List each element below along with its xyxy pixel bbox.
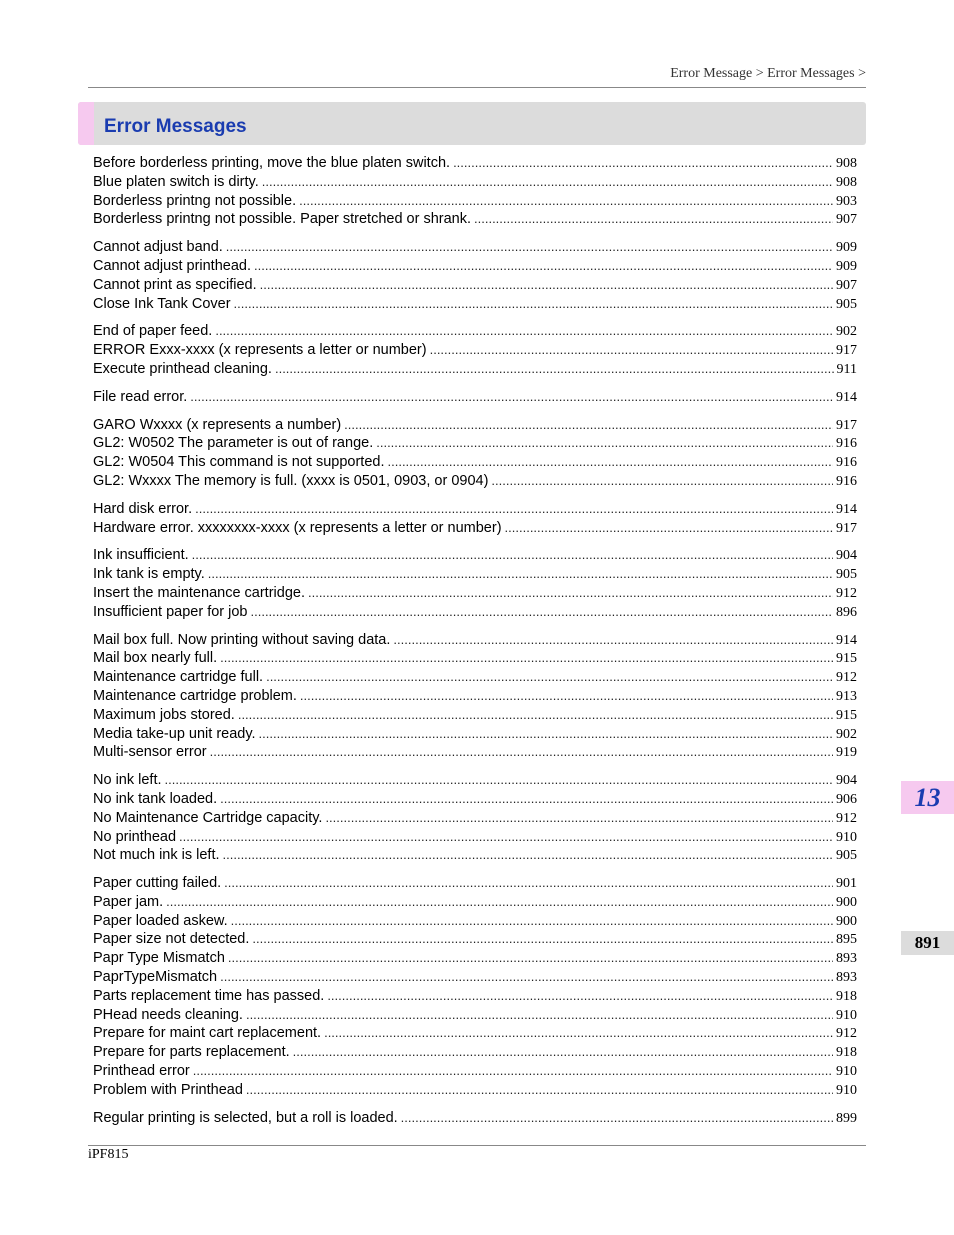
dot-leader <box>223 846 833 865</box>
breadcrumb: Error Message > Error Messages > <box>670 66 866 81</box>
index-group <box>93 1109 857 1128</box>
entry-label: Multi-sensor error <box>93 744 207 761</box>
index-entry[interactable] <box>93 1109 857 1128</box>
entry-page: 904 <box>836 548 857 564</box>
entry-label: Borderless printng not possible. <box>93 192 297 209</box>
entry-page: 918 <box>836 988 857 1004</box>
dot-leader <box>190 388 833 407</box>
index-entry[interactable] <box>93 687 857 706</box>
entry-label: Printhead error <box>93 1063 190 1080</box>
entry-page: 900 <box>836 894 857 910</box>
entry-page: 905 <box>836 567 857 583</box>
entry-page: 910 <box>836 829 857 845</box>
entry-label: Parts replacement time has passed. <box>93 987 325 1004</box>
dot-leader <box>246 1081 833 1100</box>
index-entry[interactable] <box>93 1062 857 1081</box>
entry-label: Close Ink Tank Cover <box>93 295 231 312</box>
index-entry[interactable] <box>93 341 857 360</box>
entry-label: Mail box nearly full. <box>93 650 218 667</box>
dot-leader <box>299 192 833 211</box>
chapter-tab: 13 <box>901 781 954 814</box>
entry-label: ERROR Exxx-xxxx (x represents a letter or number) <box>93 342 427 359</box>
index-entry[interactable] <box>93 631 857 650</box>
dot-leader <box>505 519 833 538</box>
entry-label: PaprTypeMismatch <box>93 969 218 986</box>
index-entry[interactable] <box>93 949 857 968</box>
title-accent <box>78 102 94 145</box>
entry-label: Prepare for parts replacement. <box>93 1044 290 1061</box>
entry-label: GL2: W0502 The parameter is out of range. <box>93 435 374 452</box>
entry-label: No ink tank loaded. <box>93 790 218 807</box>
index-entry[interactable] <box>93 500 857 519</box>
dot-leader <box>275 360 834 379</box>
entry-page: 915 <box>836 707 857 723</box>
footer-model: iPF815 <box>88 1147 129 1162</box>
dot-leader <box>260 276 833 295</box>
index-group <box>93 238 857 313</box>
entry-page: 915 <box>836 651 857 667</box>
entry-page: 910 <box>836 1082 857 1098</box>
entry-page: 901 <box>836 876 857 892</box>
entry-label: Hardware error. xxxxxxxx-xxxx (x represents a letter or number) <box>93 519 502 536</box>
entry-label: Maximum jobs stored. <box>93 706 235 723</box>
entry-page: 909 <box>836 240 857 256</box>
entry-page: 916 <box>836 473 857 489</box>
index-entry[interactable] <box>93 434 857 453</box>
index-entry[interactable] <box>93 828 857 847</box>
entry-page: 893 <box>836 970 857 986</box>
index-entry[interactable] <box>93 238 857 257</box>
index-entry[interactable] <box>93 987 857 1006</box>
index-entry[interactable] <box>93 519 857 538</box>
index-entry[interactable] <box>93 257 857 276</box>
dot-leader <box>388 453 834 472</box>
page-number: 891 <box>901 931 954 955</box>
index-entry[interactable] <box>93 968 857 987</box>
entry-label: Regular printing is selected, but a roll is loaded. <box>93 1109 398 1126</box>
dot-leader <box>262 173 833 192</box>
entry-label: Borderless printng not possible. Paper stretched or shrank. <box>93 211 472 228</box>
index-entry[interactable] <box>93 388 857 407</box>
entry-page: 912 <box>836 585 857 601</box>
entry-label: Maintenance cartridge problem. <box>93 687 297 704</box>
index-group <box>93 500 857 538</box>
dot-leader <box>259 725 833 744</box>
index-entry[interactable] <box>93 790 857 809</box>
entry-label: Insert the maintenance cartridge. <box>93 584 305 601</box>
entry-label: Mail box full. Now printing without saving data. <box>93 631 391 648</box>
entry-page: 912 <box>836 1026 857 1042</box>
entry-label: No Maintenance Cartridge capacity. <box>93 809 323 826</box>
entry-page: 919 <box>836 745 857 761</box>
entry-label: Cannot adjust band. <box>93 239 223 256</box>
index-entry[interactable] <box>93 173 857 192</box>
index-entry[interactable] <box>93 1043 857 1062</box>
dot-leader <box>231 912 833 931</box>
dot-leader <box>228 949 833 968</box>
entry-label: Paper size not detected. <box>93 931 250 948</box>
index-group <box>93 771 857 865</box>
dot-leader <box>491 472 833 491</box>
index-entry[interactable] <box>93 743 857 762</box>
dot-leader <box>192 546 833 565</box>
entry-page: 911 <box>836 361 857 377</box>
entry-label: Not much ink is left. <box>93 847 220 864</box>
entry-label: No ink left. <box>93 772 162 789</box>
entry-page: 908 <box>836 174 857 190</box>
entry-label: No printhead <box>93 828 177 845</box>
entry-page: 916 <box>836 455 857 471</box>
index-entry[interactable] <box>93 565 857 584</box>
entry-page: 906 <box>836 791 857 807</box>
entry-page: 912 <box>836 670 857 686</box>
entry-label: PHead needs cleaning. <box>93 1006 243 1023</box>
index-group <box>93 388 857 407</box>
dot-leader <box>220 968 833 987</box>
dot-leader <box>324 1024 833 1043</box>
entry-page: 902 <box>836 324 857 340</box>
entry-page: 910 <box>836 1007 857 1023</box>
index-entry[interactable] <box>93 360 857 379</box>
entry-page: 896 <box>836 604 857 620</box>
footer-rule <box>88 1145 866 1146</box>
dot-leader <box>246 1006 833 1025</box>
index-entry[interactable] <box>93 416 857 435</box>
index-entry[interactable] <box>93 668 857 687</box>
entry-label: Cannot print as specified. <box>93 276 257 293</box>
index-group <box>93 631 857 763</box>
entry-label: Prepare for maint cart replacement. <box>93 1025 322 1042</box>
dot-leader <box>293 1043 833 1062</box>
entry-page: 910 <box>836 1064 857 1080</box>
index-list <box>93 154 857 1136</box>
dot-leader <box>234 295 833 314</box>
index-entry[interactable] <box>93 1081 857 1100</box>
entry-page: 916 <box>836 436 857 452</box>
index-entry[interactable] <box>93 893 857 912</box>
entry-label: Paper jam. <box>93 893 164 910</box>
entry-page: 904 <box>836 773 857 789</box>
dot-leader <box>195 500 833 519</box>
entry-page: 893 <box>836 951 857 967</box>
entry-page: 917 <box>836 520 857 536</box>
entry-page: 905 <box>836 296 857 312</box>
entry-page: 914 <box>836 501 857 517</box>
dot-leader <box>300 687 833 706</box>
entry-page: 907 <box>836 212 857 228</box>
entry-page: 914 <box>836 389 857 405</box>
dot-leader <box>453 154 833 173</box>
entry-label: Hard disk error. <box>93 500 193 517</box>
index-entry[interactable] <box>93 1006 857 1025</box>
dot-leader <box>401 1109 833 1128</box>
dot-leader <box>254 257 833 276</box>
index-entry[interactable] <box>93 603 857 622</box>
index-entry[interactable] <box>93 453 857 472</box>
entry-page: 902 <box>836 726 857 742</box>
dot-leader <box>208 565 833 584</box>
dot-leader <box>327 987 833 1006</box>
entry-label: Before borderless printing, move the blue platen switch. <box>93 155 451 171</box>
index-entry[interactable] <box>93 295 857 314</box>
entry-page: 895 <box>836 932 857 948</box>
index-entry[interactable] <box>93 472 857 491</box>
dot-leader <box>376 434 833 453</box>
dot-leader <box>224 874 833 893</box>
dot-leader <box>430 341 833 360</box>
entry-label: Problem with Printhead <box>93 1081 243 1098</box>
entry-label: Papr Type Mismatch <box>93 950 225 967</box>
index-group <box>93 154 857 229</box>
index-entry[interactable] <box>93 649 857 668</box>
dot-leader <box>266 668 833 687</box>
page-title: Error Messages <box>104 116 247 137</box>
dot-leader <box>220 649 833 668</box>
entry-page: 917 <box>836 417 857 433</box>
entry-page: 907 <box>836 277 857 293</box>
entry-page: 903 <box>836 193 857 209</box>
index-entry[interactable] <box>93 276 857 295</box>
index-group <box>93 416 857 491</box>
entry-page: 909 <box>836 258 857 274</box>
dot-leader <box>193 1062 833 1081</box>
dot-leader <box>474 210 833 229</box>
entry-page: 908 <box>836 156 857 171</box>
dot-leader <box>166 893 833 912</box>
entry-label: Insufficient paper for job <box>93 603 248 620</box>
entry-label: End of paper feed. <box>93 323 213 340</box>
index-entry[interactable] <box>93 725 857 744</box>
index-entry[interactable] <box>93 771 857 790</box>
entry-label: Ink insufficient. <box>93 547 189 564</box>
entry-page: 914 <box>836 632 857 648</box>
entry-label: Paper loaded askew. <box>93 912 228 929</box>
dot-leader <box>226 238 833 257</box>
index-group <box>93 546 857 621</box>
index-entry[interactable] <box>93 546 857 565</box>
entry-label: Cannot adjust printhead. <box>93 257 251 274</box>
index-group <box>93 874 857 1100</box>
dot-leader <box>165 771 834 790</box>
index-entry[interactable] <box>93 192 857 211</box>
entry-page: 905 <box>836 848 857 864</box>
entry-label: GL2: Wxxxx The memory is full. (xxxx is 0501, 0903, or 0904) <box>93 472 489 489</box>
entry-label: GARO Wxxxx (x represents a number) <box>93 416 342 433</box>
section-title-bar <box>78 102 866 145</box>
entry-label: Ink tank is empty. <box>93 566 205 583</box>
dot-leader <box>210 743 833 762</box>
index-entry[interactable] <box>93 1024 857 1043</box>
index-group <box>93 322 857 378</box>
entry-label: Blue platen switch is dirty. <box>93 173 259 190</box>
dot-leader <box>252 930 833 949</box>
entry-page: 899 <box>836 1110 857 1126</box>
index-entry[interactable] <box>93 154 857 173</box>
index-entry[interactable] <box>93 584 857 603</box>
index-entry[interactable] <box>93 912 857 931</box>
index-entry[interactable] <box>93 846 857 865</box>
index-entry[interactable] <box>93 874 857 893</box>
entry-page: 900 <box>836 913 857 929</box>
header-rule <box>88 87 866 88</box>
index-entry[interactable] <box>93 322 857 341</box>
dot-leader <box>220 790 833 809</box>
dot-leader <box>238 706 833 725</box>
entry-label: File read error. <box>93 388 188 405</box>
index-entry[interactable] <box>93 210 857 229</box>
dot-leader <box>393 631 833 650</box>
entry-page: 917 <box>836 343 857 359</box>
entry-label: Execute printhead cleaning. <box>93 360 272 377</box>
dot-leader <box>344 416 833 435</box>
entry-label: Media take-up unit ready. <box>93 725 256 742</box>
dot-leader <box>215 322 833 341</box>
entry-label: Maintenance cartridge full. <box>93 669 264 686</box>
entry-label: GL2: W0504 This command is not supported. <box>93 454 385 471</box>
index-entry[interactable] <box>93 706 857 725</box>
entry-page: 912 <box>836 810 857 826</box>
dot-leader <box>179 828 833 847</box>
index-entry[interactable] <box>93 930 857 949</box>
entry-page: 913 <box>836 688 857 704</box>
entry-page: 918 <box>836 1045 857 1061</box>
dot-leader <box>308 584 833 603</box>
dot-leader <box>325 809 833 828</box>
entry-label: Paper cutting failed. <box>93 875 222 892</box>
dot-leader <box>251 603 834 622</box>
index-entry[interactable] <box>93 809 857 828</box>
